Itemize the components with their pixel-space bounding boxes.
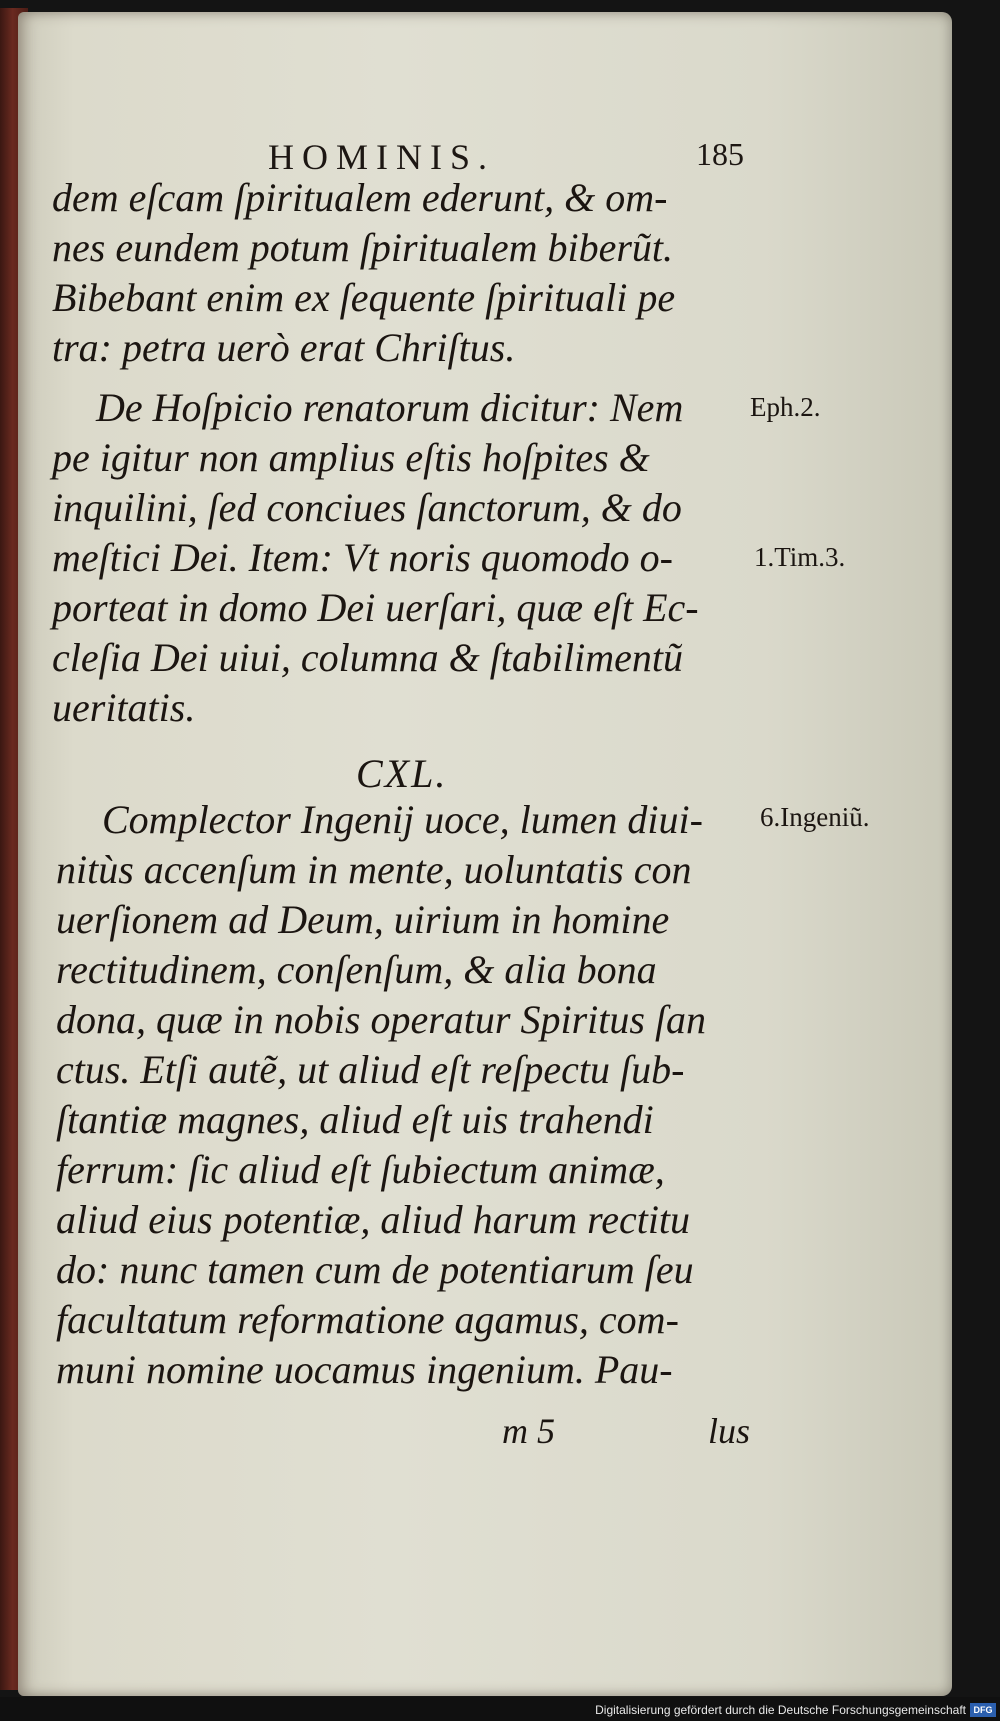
text-line: pe igitur non amplius eſtis hoſpites & — [52, 435, 650, 480]
text-line: inquilini, ſed conciues ſanctorum, & do — [52, 485, 682, 530]
text-line: facultatum reformatione agamus, com- — [56, 1297, 679, 1342]
text-line: ſtantiæ magnes, aliud eſt uis trahendi — [56, 1097, 654, 1142]
text-line: dem eſcam ſpiritualem ederunt, & om- — [52, 175, 668, 220]
marginal-note: Eph.2. — [750, 392, 821, 422]
running-head: HOMINIS. — [268, 137, 496, 177]
text-line: ctus. Etſi autẽ, ut aliud eſt reſpectu ſub- — [56, 1047, 685, 1092]
section-heading: CXL. — [356, 751, 448, 796]
text-line: rectitudinem, conſenſum, & alia bona — [56, 947, 657, 992]
marginal-note: 1.Tim.3. — [754, 542, 846, 572]
dfg-logo: DFG — [970, 1703, 996, 1717]
catchword: lus — [708, 1411, 751, 1451]
text-line: ueritatis. — [52, 685, 196, 730]
text-line: Bibebant enim ex ſequente ſpirituali pe — [52, 275, 676, 320]
text-line: do: nunc tamen cum de potentiarum ſeu — [56, 1247, 694, 1292]
marginal-note: 6.Ingeniũ. — [760, 802, 870, 832]
book-page — [18, 12, 952, 1696]
text-line: nes eundem potum ſpiritualem biberũt. — [52, 225, 674, 270]
text-line: Complector Ingenij uoce, lumen diui- — [102, 797, 703, 842]
page-number: 185 — [696, 136, 744, 172]
text-line: ferrum: ſic aliud eſt ſubiectum animæ, — [56, 1147, 665, 1192]
text-line: dona, quæ in nobis operatur Spiritus ſan — [56, 997, 707, 1042]
text-line: tra: petra uerò erat Chriſtus. — [52, 325, 516, 370]
signature-mark: m 5 — [502, 1411, 555, 1451]
text-line: meſtici Dei. Item: Vt noris quomodo o- — [52, 535, 673, 580]
text-line: aliud eius potentiæ, aliud harum rectitu — [56, 1197, 691, 1242]
footer-bar — [0, 1697, 1000, 1721]
text-line: nitùs accenſum in mente, uoluntatis con — [56, 847, 692, 892]
text-line: De Hoſpicio renatorum dicitur: Nem — [96, 385, 684, 430]
text-line: uerſionem ad Deum, uirium in homine — [56, 897, 670, 942]
funding-credit: Digitalisierung gefördert durch die Deutsche Forschungsgemeinschaft — [595, 1703, 966, 1717]
text-line: cleſia Dei uiui, columna & ſtabilimentũ — [52, 635, 684, 680]
text-line: muni nomine uocamus ingenium. Pau- — [56, 1347, 673, 1392]
text-line: porteat in domo Dei uerſari, quæ eſt Ec- — [52, 585, 699, 630]
